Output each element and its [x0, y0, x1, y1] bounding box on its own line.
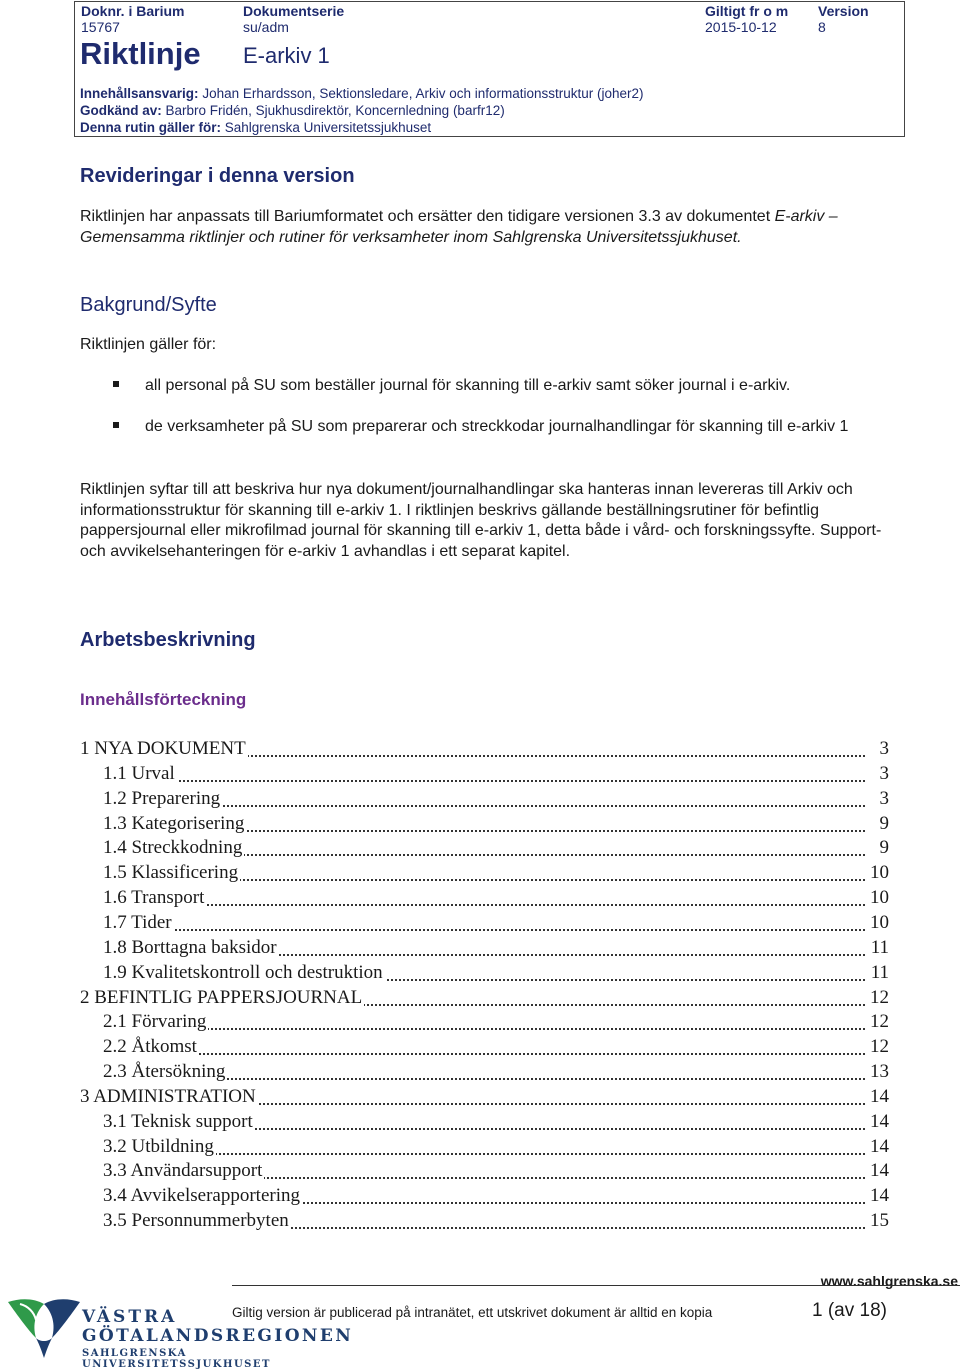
toc-entry[interactable]	[103, 1136, 889, 1160]
scope-value: Sahlgrenska Universitetssjukhuset	[224, 120, 432, 135]
doctype-label: Dokumentserie	[243, 3, 345, 19]
toc-entry[interactable]	[103, 813, 889, 837]
toc-entry-title: 1.3 Kategorisering	[103, 812, 245, 834]
toc-entry[interactable]	[103, 887, 889, 911]
doknr-value: 15767	[81, 19, 120, 35]
toc-entry[interactable]	[80, 987, 889, 1011]
footer-url[interactable]: www.sahlgrenska.se	[820, 1273, 958, 1289]
toc-entry-title: 1.2 Preparering	[103, 787, 221, 809]
toc-entry[interactable]	[103, 1036, 889, 1060]
toc-entry-page: 9	[877, 837, 890, 859]
version-value: 8	[818, 19, 826, 35]
toc-entry-page: 14	[867, 1185, 889, 1207]
toc-entry-page: 12	[867, 1011, 889, 1033]
toc-entry-title: 3.4 Avvikelserapportering	[103, 1185, 300, 1207]
toc-entry-title: 3.5 Personnummerbyten	[103, 1210, 289, 1232]
toc-entry-title: 2 BEFINTLIG PAPPERSJOURNAL	[80, 986, 363, 1008]
scope-line	[80, 120, 431, 135]
bullet-item: all personal på SU som beställer journal för skanning till e-arkiv samt söker journal i e-arkiv.	[145, 377, 791, 394]
bullet-marker	[113, 422, 119, 428]
approved-label: Godkänd av:	[80, 103, 162, 118]
bullet-marker	[113, 381, 119, 387]
vgr-logo	[6, 1294, 354, 1370]
vgr-emblem-icon	[6, 1294, 82, 1360]
toc-entry-title: 1.9 Kvalitetskontroll och destruktion	[103, 961, 383, 983]
version-label: Version	[818, 3, 869, 19]
toc-entry-title: 3.3 Användarsupport	[103, 1160, 263, 1182]
background-intro: Riktlinjen gäller för:	[80, 336, 217, 353]
toc-entry-page: 9	[877, 813, 890, 835]
toc-entry-title: 1.5 Klassificering	[103, 862, 239, 884]
toc-leader-dots	[103, 929, 865, 931]
toc-entry-page: 14	[867, 1111, 889, 1133]
toc-entry-page: 14	[867, 1136, 889, 1158]
approved-value: Barbro Fridén, Sjukhusdirektör, Koncernledning (barfr12)	[165, 103, 505, 118]
document-title: E-arkiv 1	[243, 43, 330, 68]
toc-entry[interactable]	[103, 1160, 889, 1184]
doknr-label: Doknr. i Barium	[81, 3, 185, 19]
toc-entry[interactable]	[103, 1111, 889, 1135]
toc-entry[interactable]	[80, 738, 889, 762]
revisions-text-plain: Riktlinjen har anpassats till Bariumformatet och ersätter den tidigare versionen 3.3 av dokumentet	[80, 208, 775, 225]
toc-entry-page: 10	[867, 887, 889, 909]
toc-entry[interactable]	[80, 1086, 889, 1110]
toc-entry-title: 1.4 Streckkodning	[103, 837, 243, 859]
approved-line	[80, 103, 505, 118]
revisions-heading: Revideringar i denna version	[80, 165, 355, 187]
toc-entry-title: 1.7 Tider	[103, 911, 172, 933]
page-number: 1 (av 18)	[812, 1300, 887, 1321]
toc-entry[interactable]	[103, 788, 889, 812]
toc-leader-dots	[103, 1053, 865, 1055]
toc-entry-title: 2.3 Återsökning	[103, 1061, 226, 1083]
owner-label: Innehållsansvarig:	[80, 86, 199, 101]
toc-entry[interactable]	[103, 962, 889, 986]
owner-value: Johan Erhardsson, Sektionsledare, Arkiv och informationsstruktur (joher2)	[202, 86, 644, 101]
toc-entry-page: 10	[867, 912, 889, 934]
toc-leader-dots	[103, 1153, 865, 1155]
toc-entry-title: 2.1 Förvaring	[103, 1011, 207, 1033]
toc-entry-page: 14	[867, 1086, 889, 1108]
logo-line1: VÄSTRA	[82, 1307, 178, 1327]
scope-label: Denna rutin gäller för:	[80, 120, 222, 135]
document-type-title: Riktlinje	[80, 36, 201, 71]
toc-entry-page: 13	[867, 1061, 889, 1083]
toc-entry-title: 2.2 Åtkomst	[103, 1036, 197, 1058]
revisions-text	[80, 207, 890, 248]
toc-entry-page: 15	[867, 1210, 889, 1232]
logo-line2: GÖTALANDSREGIONEN	[82, 1326, 354, 1346]
logo-line3: SAHLGRENSKA UNIVERSITETSSJUKHUSET	[82, 1348, 271, 1370]
toc-entry[interactable]	[103, 837, 889, 861]
toc-entry-title: 1 NYA DOKUMENT	[80, 738, 246, 759]
valid-from-value: 2015-10-12	[705, 19, 777, 35]
toc-entry[interactable]	[103, 862, 889, 886]
footer-divider	[232, 1285, 960, 1286]
toc-leader-dots	[103, 904, 865, 906]
toc-entry[interactable]	[103, 1061, 889, 1085]
toc-entry-page: 11	[868, 937, 889, 959]
toc-entry-page: 12	[867, 987, 889, 1009]
toc-heading: Innehållsförteckning	[80, 690, 247, 709]
toc-entry[interactable]	[103, 763, 889, 787]
background-paragraph: Riktlinjen syftar till att beskriva hur nya dokument/journalhandlingar ska hanteras innan levereras till Arkiv och informationsstruktur för skanning till e-arkiv 1. I riktlinjen beskrivs gällande beställningsrutiner för befintlig pappersjournal eller mikrofilmad journal för skanning till e-arkiv 1, detta både i vård- och forskningssyfte. Support- och avvikelsehanteringen för e-arkiv 1 avhandlas i ett separat kapitel.	[80, 481, 882, 560]
toc-entry-page: 11	[868, 962, 889, 984]
doctype-value: su/adm	[243, 19, 289, 35]
owner-line	[80, 86, 644, 101]
bullet-item: de verksamheter på SU som preparerar och streckkodar journalhandlingar för skanning till e-arkiv 1	[145, 418, 849, 435]
toc-entry[interactable]	[103, 1210, 889, 1234]
toc-entry-page: 10	[867, 862, 889, 884]
footer-note: Giltig version är publicerad på intranätet, ett utskrivet dokument är alltid en kopia	[232, 1305, 713, 1320]
toc-leader-dots	[103, 780, 865, 782]
valid-from-label: Giltigt fr o m	[705, 3, 789, 19]
background-heading: Bakgrund/Syfte	[80, 294, 217, 316]
toc-entry-title: 1.6 Transport	[103, 887, 205, 909]
toc-entry[interactable]	[103, 1011, 889, 1035]
toc-entry[interactable]	[103, 1185, 889, 1209]
toc-entry-page: 12	[867, 1036, 889, 1058]
toc-entry-page: 14	[867, 1160, 889, 1182]
toc-entry[interactable]	[103, 912, 889, 936]
toc-entry-page: 3	[877, 738, 890, 760]
toc-entry-page: 3	[877, 763, 890, 785]
toc-entry[interactable]	[103, 937, 889, 961]
toc-entry-title: 3.1 Teknisk support	[103, 1110, 253, 1132]
toc-entry-title: 1.1 Urval	[103, 762, 175, 784]
toc-leader-dots	[103, 1028, 865, 1030]
toc-entry-page: 3	[877, 788, 890, 810]
toc-entry-title: 3 ADMINISTRATION	[80, 1085, 256, 1107]
revisions-text-italic: E-arkiv – Gemensamma riktlinjer och rutiner för verksamheter inom Sahlgrenska Universitetssjukhuset.	[80, 208, 838, 246]
toc-entry-title: 1.8 Borttagna baksidor	[103, 936, 277, 958]
toc-entry-title: 3.2 Utbildning	[103, 1135, 214, 1157]
work-heading: Arbetsbeskrivning	[80, 629, 256, 651]
